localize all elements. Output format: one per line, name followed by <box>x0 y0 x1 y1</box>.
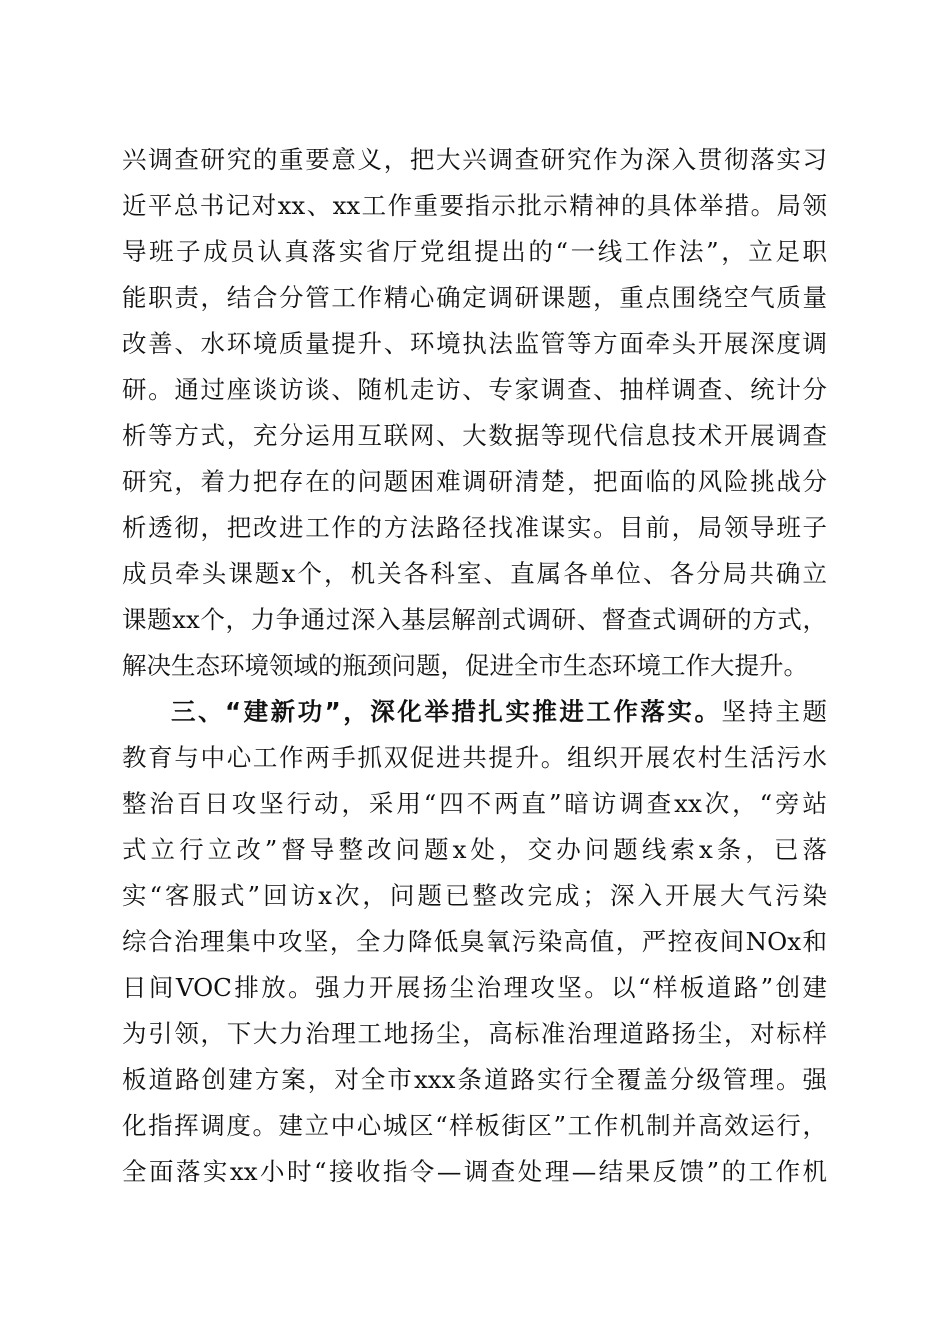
paragraph1-line-3: 导班子成员认真落实省厅党组提出的“一线工作法”，立足职 <box>122 237 827 266</box>
paragraph1-line-6: 研。通过座谈访谈、随机走访、专家调查、抽样调查、统计分 <box>122 375 827 404</box>
paragraph2-line-6: 综合治理集中攻坚，全力降低臭氧污染高值，严控夜间NOx和 <box>122 927 827 956</box>
paragraph2-line-11: 全面落实xx小时“接收指令—调查处理—结果反馈”的工作机 <box>122 1157 827 1186</box>
paragraph1-line-1: 兴调查研究的重要意义，把大兴调查研究作为深入贯彻落实习 <box>122 145 827 174</box>
paragraph2-line-5: 实“客服式”回访x次，问题已整改完成；深入开展大气污染 <box>122 881 827 910</box>
paragraph2-line-8: 为引领，下大力治理工地扬尘，高标准治理道路扬尘，对标样 <box>122 1019 827 1048</box>
section-heading: 三、“建新功”，深化举措扎实推进工作落实。 <box>171 697 722 726</box>
paragraph1-line-9: 析透彻，把改进工作的方法路径找准谋实。目前，局领导班子 <box>122 513 827 542</box>
paragraph2-line-10: 化指挥调度。建立中心城区“样板街区”工作机制并高效运行， <box>122 1111 827 1140</box>
paragraph2-line-3: 整治百日攻坚行动，采用“四不两直”暗访调查xx次，“旁站 <box>122 789 827 818</box>
paragraph2-line-2: 教育与中心工作两手抓双促进共提升。组织开展农村生活污水 <box>122 743 827 772</box>
paragraph1-line-5: 改善、水环境质量提升、环境执法监管等方面牵头开展深度调 <box>122 329 827 358</box>
paragraph1-line-7: 析等方式，充分运用互联网、大数据等现代信息技术开展调查 <box>122 421 827 450</box>
paragraph2-line-4: 式立行立改”督导整改问题x处，交办问题线索x条，已落 <box>122 835 827 864</box>
paragraph1-line-8: 研究，着力把存在的问题困难调研清楚，把面临的风险挑战分 <box>122 467 827 496</box>
paragraph1-line-4: 能职责，结合分管工作精心确定调研课题，重点围绕空气质量 <box>122 283 827 312</box>
paragraph2-line-7: 日间VOC排放。强力开展扬尘治理攻坚。以“样板道路”创建 <box>122 973 827 1002</box>
paragraph2-first-line-rest: 坚持主题 <box>721 697 828 726</box>
paragraph1-line-10: 成员牵头课题x个，机关各科室、直属各单位、各分局共确立 <box>122 559 827 588</box>
paragraph1-line-11: 课题xx个，力争通过深入基层解剖式调研、督查式调研的方式， <box>122 605 827 634</box>
paragraph1-line-12: 解决生态环境领域的瓶颈问题，促进全市生态环境工作大提升。 <box>122 651 808 680</box>
paragraph2-first-line <box>171 692 827 732</box>
paragraph1-line-2: 近平总书记对xx、xx工作重要指示批示精神的具体举措。局领 <box>122 191 827 220</box>
paragraph2-line-9: 板道路创建方案，对全市xxx条道路实行全覆盖分级管理。强 <box>122 1065 827 1094</box>
